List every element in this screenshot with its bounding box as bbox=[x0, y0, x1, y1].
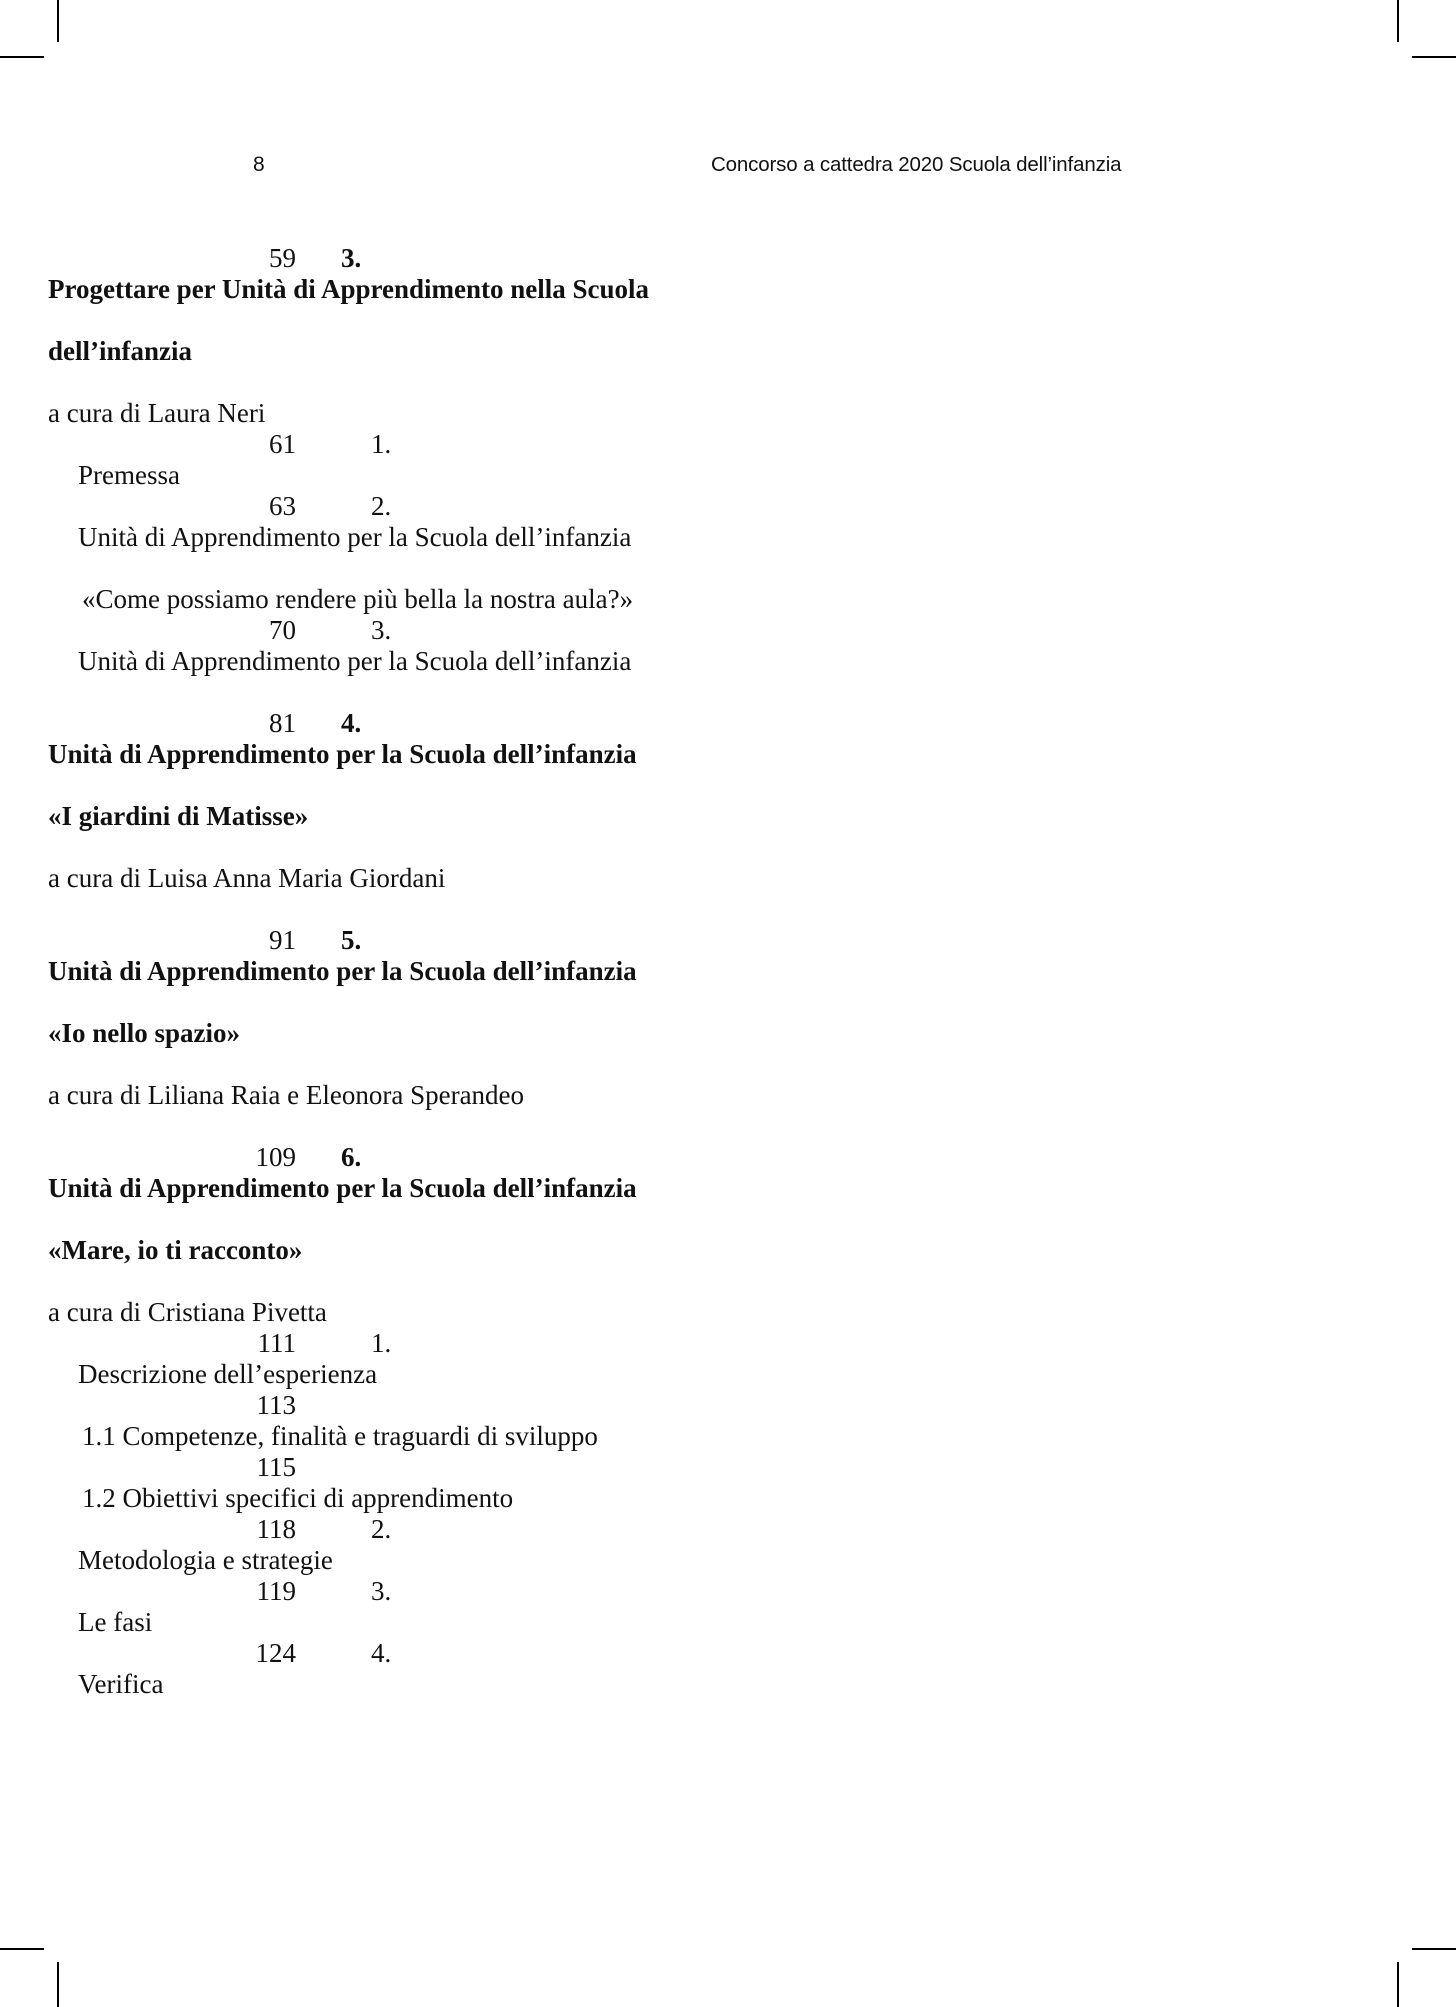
toc-entry-number: 1. bbox=[371, 429, 392, 459]
toc-entry bbox=[0, 1018, 1456, 1049]
toc-entry-title: 1.1 Competenze, finalità e traguardi di sviluppo bbox=[82, 1421, 598, 1451]
toc-entry-title: Unità di Apprendimento per la Scuola dell’infanzia bbox=[78, 522, 632, 552]
toc-entry bbox=[0, 1297, 1456, 1328]
toc-entry-number: 1. bbox=[371, 1328, 392, 1358]
toc-page-number: 113 bbox=[256, 1390, 296, 1420]
toc-row[interactable] bbox=[0, 708, 1456, 770]
toc-entry bbox=[0, 398, 1456, 429]
toc-entry-title: Descrizione dell’esperienza bbox=[78, 1359, 378, 1389]
toc-entry-title: Progettare per Unità di Apprendimento nella Scuola bbox=[48, 274, 650, 304]
toc-row[interactable] bbox=[0, 1328, 1456, 1390]
toc-entry-title: a cura di Laura Neri bbox=[48, 398, 266, 428]
crop-mark-top-right-horizontal bbox=[1412, 56, 1456, 58]
toc-entry bbox=[0, 584, 1456, 615]
toc-row[interactable] bbox=[0, 243, 1456, 305]
toc-row[interactable] bbox=[0, 1514, 1456, 1576]
toc-row[interactable] bbox=[0, 925, 1456, 987]
toc-row[interactable] bbox=[0, 1390, 1456, 1452]
crop-mark-top-left-horizontal bbox=[0, 56, 44, 58]
toc-page-number: 124 bbox=[255, 1638, 296, 1668]
toc-row[interactable] bbox=[0, 1204, 1456, 1266]
toc-entry-title: Metodologia e strategie bbox=[78, 1545, 333, 1575]
toc-page-number: 118 bbox=[256, 1514, 296, 1544]
toc-page-number: 91 bbox=[269, 925, 296, 955]
toc-row[interactable] bbox=[0, 553, 1456, 615]
toc-page-number: 81 bbox=[269, 708, 296, 738]
toc-entry-title: «Mare, io ti racconto» bbox=[48, 1235, 303, 1265]
toc-row[interactable] bbox=[0, 1576, 1456, 1638]
toc-entry-number: 5. bbox=[341, 925, 362, 955]
toc-entry-number: 6. bbox=[341, 1142, 362, 1172]
toc-spacer bbox=[0, 1111, 1456, 1142]
toc-row[interactable] bbox=[0, 367, 1456, 429]
toc-entry bbox=[0, 1483, 1456, 1514]
toc-entry-number: 3. bbox=[371, 615, 392, 645]
toc-entry-title: Verifica bbox=[78, 1669, 164, 1699]
crop-mark-bottom-left-vertical bbox=[57, 1962, 59, 2007]
toc-entry bbox=[0, 863, 1456, 894]
toc-entry-title: Le fasi bbox=[78, 1607, 153, 1637]
toc-entry-title: a cura di Luisa Anna Maria Giordani bbox=[48, 863, 446, 893]
toc-entry-title: «I giardini di Matisse» bbox=[48, 801, 309, 831]
toc-row[interactable] bbox=[0, 987, 1456, 1049]
crop-mark-bottom-right-vertical bbox=[1397, 1962, 1399, 2007]
toc-entry-title: Unità di Apprendimento per la Scuola dell’infanzia bbox=[48, 1173, 637, 1203]
toc-spacer bbox=[0, 894, 1456, 925]
crop-mark-top-right-vertical bbox=[1397, 0, 1399, 42]
toc-row[interactable] bbox=[0, 1452, 1456, 1514]
toc-entry-number: 2. bbox=[371, 491, 392, 521]
toc-entry-number: 2. bbox=[371, 1514, 392, 1544]
toc-page-number: 111 bbox=[257, 1328, 296, 1358]
toc-page-number: 109 bbox=[255, 1142, 296, 1172]
toc-row[interactable] bbox=[0, 491, 1456, 553]
crop-mark-bottom-left-horizontal bbox=[0, 1948, 44, 1950]
toc-entry bbox=[0, 1421, 1456, 1452]
toc-row[interactable] bbox=[0, 770, 1456, 832]
toc-spacer bbox=[0, 677, 1456, 708]
toc-row[interactable] bbox=[0, 1142, 1456, 1204]
running-head bbox=[253, 153, 1253, 183]
toc-entry-number: 3. bbox=[341, 243, 362, 273]
toc-entry-title: «Io nello spazio» bbox=[48, 1018, 241, 1048]
toc-entry-title: 1.2 Obiettivi specifici di apprendimento bbox=[82, 1483, 514, 1513]
toc-entry bbox=[0, 801, 1456, 832]
crop-mark-bottom-right-horizontal bbox=[1412, 1948, 1456, 1950]
toc-entry bbox=[0, 1080, 1456, 1111]
toc-entry-title: dell’infanzia bbox=[48, 336, 193, 366]
toc-entry-title: Unità di Apprendimento per la Scuola dell’infanzia bbox=[48, 739, 637, 769]
toc-row[interactable] bbox=[0, 1638, 1456, 1700]
toc-entry-number: 4. bbox=[371, 1638, 392, 1668]
toc-page-number: 115 bbox=[256, 1452, 296, 1482]
toc-entry-title: Premessa bbox=[78, 460, 180, 490]
toc-page-number: 70 bbox=[269, 615, 296, 645]
toc-row[interactable] bbox=[0, 429, 1456, 491]
page-folio: 8 bbox=[253, 153, 265, 176]
running-head-title: Concorso a cattedra 2020 Scuola dell’infanzia bbox=[711, 153, 1122, 176]
toc-row[interactable] bbox=[0, 305, 1456, 367]
crop-mark-top-left-vertical bbox=[57, 0, 59, 42]
toc-entry bbox=[0, 336, 1456, 367]
toc-entry-number: 4. bbox=[341, 708, 362, 738]
toc-entry-title: a cura di Cristiana Pivetta bbox=[48, 1297, 327, 1327]
toc-page-number: 63 bbox=[269, 491, 296, 521]
toc-entry-title: Unità di Apprendimento per la Scuola dell’infanzia bbox=[78, 646, 632, 676]
toc-row[interactable] bbox=[0, 615, 1456, 677]
toc-page-number: 59 bbox=[269, 243, 296, 273]
toc-row[interactable] bbox=[0, 1049, 1456, 1111]
toc-entry bbox=[0, 1235, 1456, 1266]
toc-row[interactable] bbox=[0, 832, 1456, 894]
toc-entry-title: «Come possiamo rendere più bella la nostra aula?» bbox=[82, 584, 634, 614]
toc-page-number: 61 bbox=[269, 429, 296, 459]
toc-row[interactable] bbox=[0, 1266, 1456, 1328]
toc-page-number: 119 bbox=[256, 1576, 296, 1606]
toc-entry-number: 3. bbox=[371, 1576, 392, 1606]
toc-entry-title: Unità di Apprendimento per la Scuola dell’infanzia bbox=[48, 956, 637, 986]
toc-entry-title: a cura di Liliana Raia e Eleonora Sperandeo bbox=[48, 1080, 525, 1110]
table-of-contents bbox=[0, 243, 1456, 1700]
